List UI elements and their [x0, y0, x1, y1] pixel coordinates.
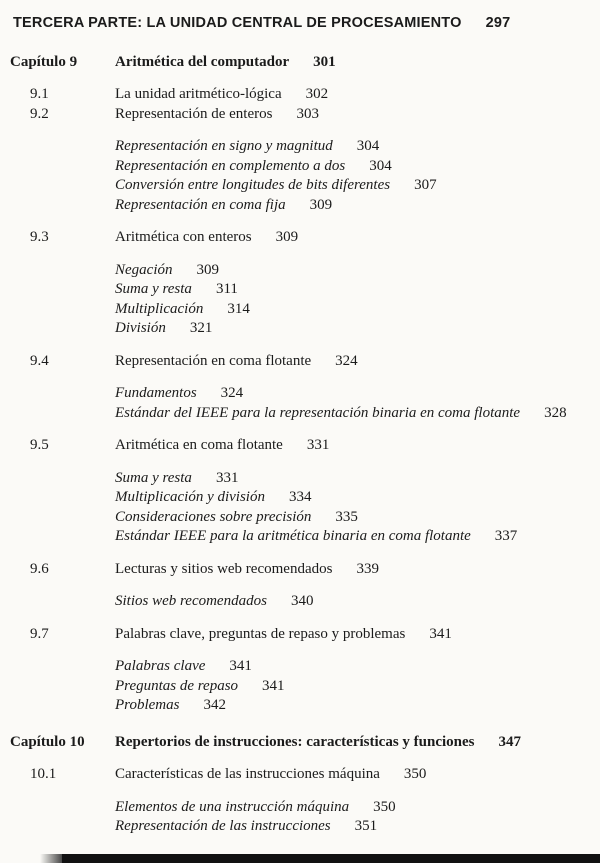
subsection-page-number: 324: [220, 385, 244, 401]
subsection-title: División: [115, 320, 166, 336]
section-number: 9.4: [30, 352, 49, 369]
toc-subsection-row: [115, 657, 600, 677]
subsection-page-number: 351: [354, 818, 378, 834]
subsection-page-number: 304: [356, 138, 380, 154]
subsection-title: Elementos de una instrucción máquina: [115, 798, 350, 815]
chapter-page-number: 347: [498, 733, 522, 750]
subsection-group: [0, 592, 600, 612]
table-of-contents: [0, 53, 600, 837]
section-title: Características de las instrucciones máquina: [115, 766, 380, 782]
subsection-page-number: 307: [414, 177, 437, 193]
section-number: 9.5: [30, 437, 49, 453]
toc-subsection-row: [115, 404, 600, 424]
subsection-group: [0, 798, 600, 837]
subsection-title: Suma y resta: [115, 281, 192, 297]
section-page-number: 303: [296, 105, 319, 122]
section-title: Palabras clave, preguntas de repaso y problemas: [115, 625, 406, 642]
subsection-page-number: 342: [203, 697, 226, 713]
subsection-title: Multiplicación: [115, 300, 204, 317]
toc-subsection-row: [115, 508, 600, 528]
section-title: Representación de enteros: [115, 105, 273, 122]
toc-subsection-row: [115, 798, 600, 818]
toc-subsection-row: [115, 677, 600, 697]
part-header: [0, 14, 600, 34]
subsection-title: Multiplicación y división: [115, 489, 265, 505]
subsection-page-number: 321: [189, 320, 213, 336]
toc-subsection-row: [115, 261, 600, 281]
subsection-page-number: 304: [369, 157, 392, 174]
subsection-page-number: 334: [288, 489, 312, 505]
section-page-number: 341: [429, 625, 452, 642]
section-title: Lecturas y sitios web recomendados: [115, 560, 333, 577]
subsection-title: Representación en coma fija: [115, 196, 286, 213]
section-page-number: 331: [306, 437, 330, 453]
toc-section-row: [0, 560, 600, 580]
subsection-title: Estándar del IEEE para la representación binaria en coma flotante: [115, 404, 521, 421]
section-number: 9.6: [30, 560, 49, 577]
subsection-title: Suma y resta: [115, 469, 192, 486]
toc-section-row: [0, 85, 600, 105]
toc-subsection-row: [115, 469, 600, 489]
toc-section-row: [0, 765, 600, 785]
subsection-title: Sitios web recomendados: [115, 593, 267, 609]
chapter-label: Capítulo 9: [10, 53, 78, 70]
subsection-page-number: 340: [290, 593, 314, 609]
chapter-title: Aritmética del computador: [115, 53, 290, 70]
subsection-title: Problemas: [115, 697, 180, 713]
part-title: TERCERA PARTE: LA UNIDAD CENTRAL DE PROCESAMIENTO: [13, 15, 462, 31]
toc-section-row: [0, 436, 600, 456]
subsection-page-number: 341: [262, 677, 285, 694]
subsection-page-number: 350: [373, 798, 396, 815]
toc-subsection-row: [115, 300, 600, 320]
toc-subsection-row: [115, 592, 600, 612]
subsection-title: Representación en signo y magnitud: [115, 138, 333, 154]
subsection-group: [0, 469, 600, 547]
section-number: 9.7: [30, 625, 49, 642]
subsection-title: Representación de las instrucciones: [115, 818, 331, 834]
subsection-title: Palabras clave: [115, 658, 206, 674]
subsection-title: Conversión entre longitudes de bits diferentes: [115, 177, 391, 193]
section-title: Representación en coma flotante: [115, 352, 312, 369]
subsection-title: Negación: [115, 261, 173, 278]
section-number: 10.1: [30, 766, 57, 782]
toc-subsection-row: [115, 817, 600, 837]
subsection-page-number: 341: [229, 658, 252, 674]
toc-subsection-row: [115, 696, 600, 716]
section-page-number: 309: [275, 229, 299, 245]
toc-chapter-row: [0, 53, 600, 73]
toc-section-row: [0, 228, 600, 248]
section-page-number: 302: [305, 86, 329, 102]
section-title: Aritmética en coma flotante: [115, 437, 283, 453]
subsection-title: Representación en complemento a dos: [115, 157, 346, 174]
toc-subsection-row: [115, 488, 600, 508]
toc-subsection-row: [115, 280, 600, 300]
toc-subsection-row: [115, 384, 600, 404]
subsection-title: Fundamentos: [115, 385, 197, 401]
toc-chapter-row: [0, 733, 600, 753]
section-page-number: 324: [335, 352, 358, 369]
toc-subsection-row: [115, 527, 600, 547]
subsection-title: Preguntas de repaso: [115, 677, 239, 694]
section-page-number: 339: [356, 560, 379, 577]
toc-subsection-row: [115, 176, 600, 196]
subsection-page-number: 311: [215, 281, 238, 297]
section-title: Aritmética con enteros: [115, 229, 252, 245]
scan-edge-artifact: [62, 854, 600, 863]
subsection-page-number: 337: [494, 528, 518, 544]
toc-subsection-row: [115, 157, 600, 177]
section-number: 9.2: [30, 105, 49, 122]
chapter-label: Capítulo 10: [10, 733, 85, 750]
toc-section-row: [0, 625, 600, 645]
subsection-title: Estándar IEEE para la aritmética binaria en coma flotante: [115, 528, 471, 544]
subsection-page-number: 309: [196, 261, 219, 278]
subsection-page-number: 314: [227, 300, 250, 317]
subsection-page-number: 328: [544, 404, 567, 421]
toc-subsection-row: [115, 319, 600, 339]
section-number: 9.3: [30, 229, 49, 245]
section-page-number: 350: [403, 766, 427, 782]
toc-section-row: [0, 352, 600, 372]
subsection-page-number: 331: [215, 469, 239, 486]
toc-section-row: [0, 105, 600, 125]
part-page-number: 297: [485, 15, 511, 31]
subsection-group: [0, 261, 600, 339]
subsection-group: [0, 137, 600, 215]
chapter-page-number: 301: [313, 53, 336, 70]
section-number: 9.1: [30, 86, 49, 102]
toc-subsection-row: [115, 137, 600, 157]
subsection-group: [0, 657, 600, 716]
subsection-page-number: 335: [335, 508, 358, 525]
toc-subsection-row: [115, 196, 600, 216]
subsection-page-number: 309: [309, 196, 333, 213]
subsection-title: Consideraciones sobre precisión: [115, 508, 312, 525]
subsection-group: [0, 384, 600, 423]
chapter-title: Repertorios de instrucciones: características y funciones: [115, 733, 475, 750]
section-title: La unidad aritmético-lógica: [115, 86, 282, 102]
